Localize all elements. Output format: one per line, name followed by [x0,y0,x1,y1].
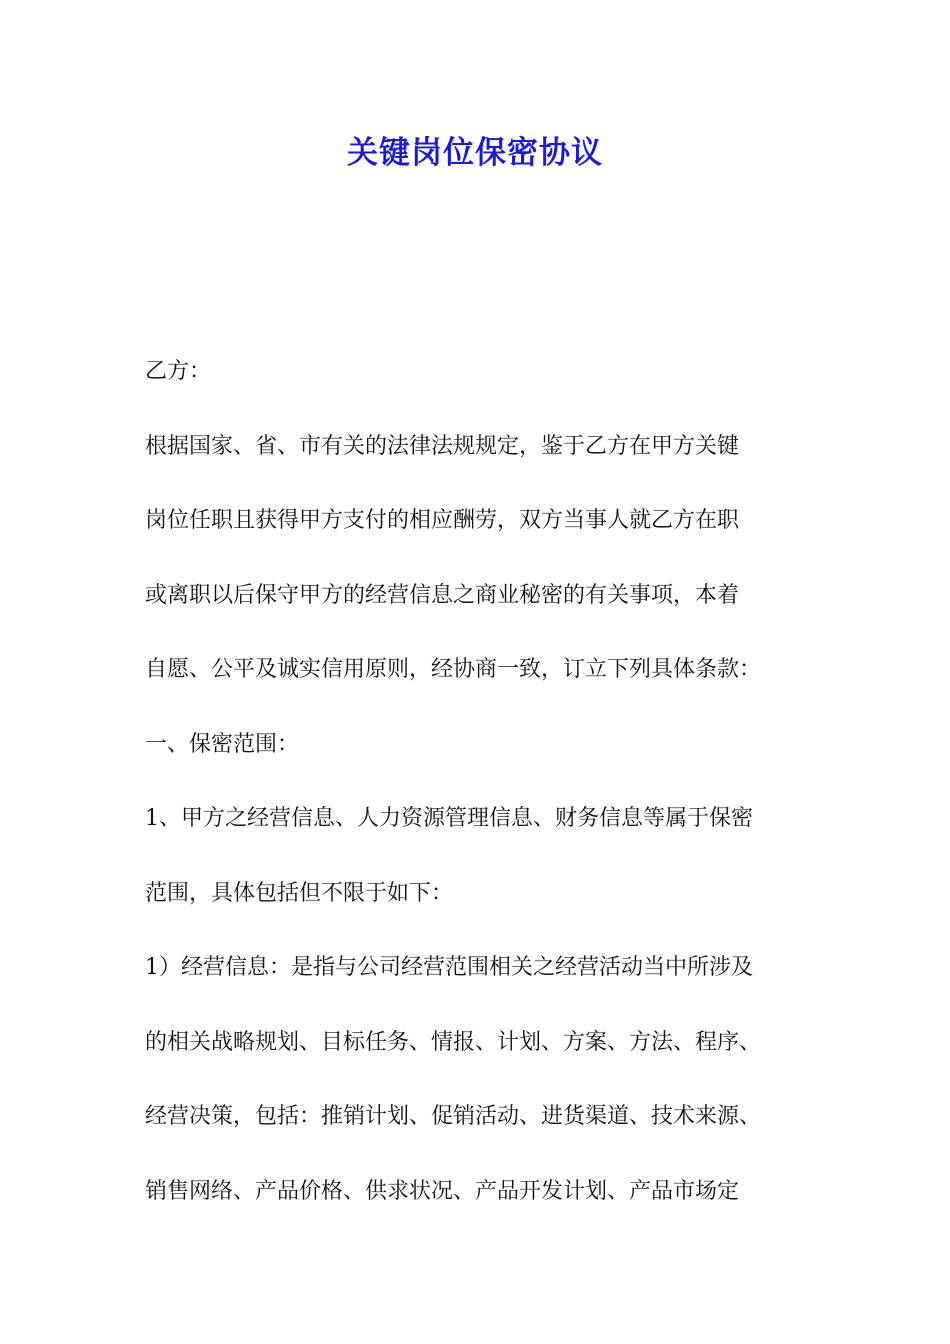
document-body [145,335,825,1229]
text-line: 销售网络、产品价格、供求状况、产品开发计划、产品市场定 [145,1178,740,1204]
text-line: 范围，具体包括但不限于如下： [145,880,454,906]
text-line: 根据国家、省、市有关的法律法规规定，鉴于乙方在甲方关键 [145,433,740,459]
text-line-party-b: 乙方： [145,359,212,384]
text-line: 自愿、公平及诚实信用原则，经协商一致，订立下列具体条款： [145,657,762,682]
text-line: 的相关战略规划、目标任务、情报、计划、方案、方法、程序、 [145,1029,762,1055]
section-heading: 一、保密范围： [145,731,300,757]
text-line: 1）经营信息：是指与公司经营范围相关之经营活动当中所涉及 [145,955,753,980]
text-line: 岗位任职且获得甲方支付的相应酬劳，双方当事人就乙方在职 [145,508,740,533]
document-title: 关键岗位保密协议 [347,135,603,171]
text-line: 1、甲方之经营信息、人力资源管理信息、财务信息等属于保密 [145,806,753,831]
text-line: 或离职以后保守甲方的经营信息之商业秘密的有关事项，本着 [145,582,740,608]
text-line: 经营决策，包括：推销计划、促销活动、进货渠道、技术来源、 [145,1104,762,1129]
